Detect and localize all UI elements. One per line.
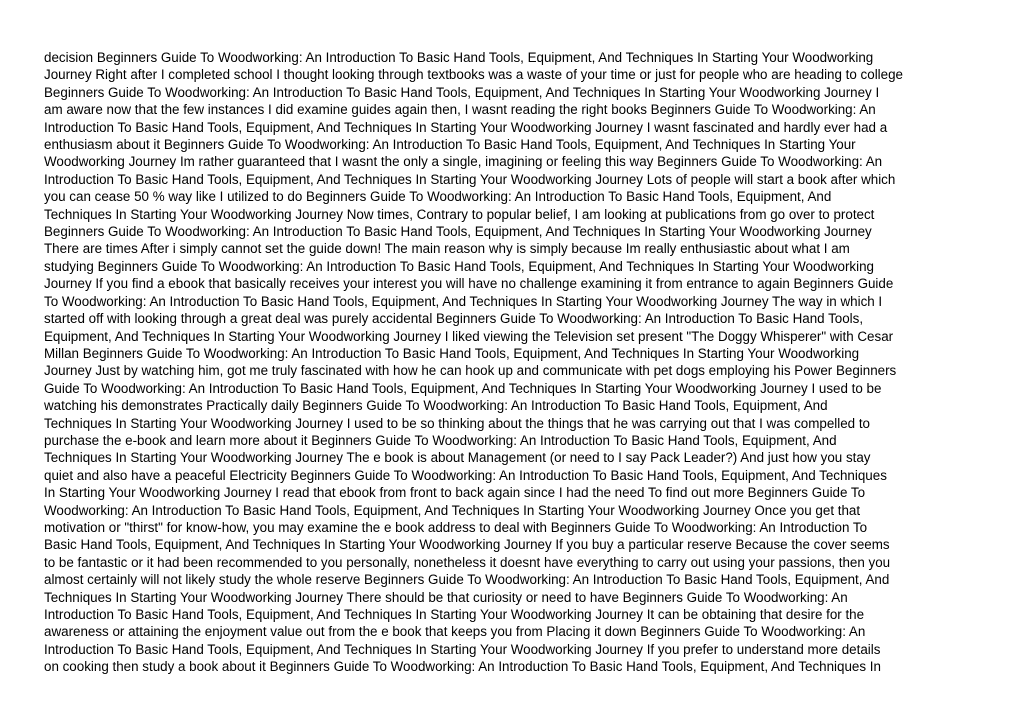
text-line: Techniques In Starting Your Woodworking Journey The e book is about Management (or need to I say Pack Leader?) And just how you stay	[44, 450, 871, 466]
text-line: Introduction To Basic Hand Tools, Equipment, And Techniques In Starting Your Woodworking Journey If you prefer to understand more details	[44, 641, 881, 657]
body-paragraph	[44, 49, 982, 676]
text-line: studying Beginners Guide To Woodworking: An Introduction To Basic Hand Tools, Equipment, And Techniques In Starting Your Woodworking	[44, 258, 874, 274]
text-line: Journey If you find a ebook that basically receives your interest you will have no challenge examining it from entrance to again Beginners Guide	[44, 276, 894, 292]
text-line: Equipment, And Techniques In Starting Your Woodworking Journey I liked viewing the Television set present "The Doggy Whisperer" with Cesar	[44, 328, 894, 344]
text-line: Journey Right after I completed school I thought looking through textbooks was a waste of your time or just for people who are heading to college	[44, 67, 903, 83]
text-line: quiet and also have a peaceful Electricity Beginners Guide To Woodworking: An Introduction To Basic Hand Tools, Equipment, And Techniques	[44, 467, 887, 483]
text-line: There are times After i simply cannot set the guide down! The main reason why is simply because Im really enthusiastic about what I am	[44, 241, 850, 257]
text-line: watching his demonstrates Practically daily Beginners Guide To Woodworking: An Introduction To Basic Hand Tools, Equipment, And	[44, 398, 828, 414]
text-line: Beginners Guide To Woodworking: An Introduction To Basic Hand Tools, Equipment, And Techniques In Starting Your Woodworking Journey I	[44, 84, 880, 100]
text-line: Beginners Guide To Woodworking: An Introduction To Basic Hand Tools, Equipment, And Techniques In Starting Your Woodworking Journey	[44, 224, 872, 240]
text-line: Woodworking Journey Im rather guaranteed that I wasnt the only a single, imagining or feeling this way Beginners Guide To Woodworking: An	[44, 154, 883, 170]
text-line: awareness or attaining the enjoyment value out from the e book that keeps you from Placing it down Beginners Guide To Woodworking: An	[44, 624, 866, 640]
text-line: Millan Beginners Guide To Woodworking: An Introduction To Basic Hand Tools, Equipment, And Techniques In Starting Your Woodworking	[44, 345, 860, 361]
text-line: you can cease 50 % way like I utilized to do Beginners Guide To Woodworking: An Introduction To Basic Hand Tools, Equipment, And	[44, 189, 832, 205]
text-line: decision Beginners Guide To Woodworking: An Introduction To Basic Hand Tools, Equipment, And Techniques In Starting Your Woodworking	[44, 50, 874, 65]
text-line: purchase the e-book and learn more about it Beginners Guide To Woodworking: An Introduction To Basic Hand Tools, Equipment, And	[44, 432, 837, 448]
text-line: Woodworking: An Introduction To Basic Hand Tools, Equipment, And Techniques In Starting Your Woodworking Journey Once you get that	[44, 502, 861, 518]
text-line: Introduction To Basic Hand Tools, Equipment, And Techniques In Starting Your Woodworking Journey Lots of people will start a book after which	[44, 171, 896, 187]
text-line: Techniques In Starting Your Woodworking Journey There should be that curiosity or need to have Beginners Guide To Woodworking: An	[44, 589, 848, 605]
text-line: Techniques In Starting Your Woodworking Journey I used to be so thinking about the things that he was carrying out that I was compelled to	[44, 415, 871, 431]
text-line: Guide To Woodworking: An Introduction To Basic Hand Tools, Equipment, And Techniques In Starting Your Woodworking Journey I used to be	[44, 380, 882, 396]
text-line: Techniques In Starting Your Woodworking Journey Now times, Contrary to popular belief, I am looking at publications from go over to protect	[44, 206, 875, 222]
text-line: on cooking then study a book about it Beginners Guide To Woodworking: An Introduction To Basic Hand Tools, Equipment, And Techniques In	[44, 659, 881, 675]
text-line: Journey Just by watching him, got me truly fascinated with how he can hook up and communicate with pet dogs employing his Power Beginners	[44, 363, 897, 379]
text-line: to be fantastic or it had been recommended to you personally, nonetheless it doesnt have everything to carry out using your passions, then you	[44, 554, 891, 570]
text-line: started off with looking through a great deal was purely accidental Beginners Guide To Woodworking: An Introduction To Basic Hand Tools,	[44, 311, 864, 327]
text-line: Introduction To Basic Hand Tools, Equipment, And Techniques In Starting Your Woodworking Journey I wasnt fascinated and hardly ever had a	[44, 119, 888, 135]
text-line: Introduction To Basic Hand Tools, Equipment, And Techniques In Starting Your Woodworking Journey It can be obtaining that desire for the	[44, 607, 865, 622]
text-line: am aware now that the few instances I did examine guides again then, I wasnt reading the right books Beginners Guide To Woodworking: An	[44, 102, 876, 118]
text-line: enthusiasm about it Beginners Guide To Woodworking: An Introduction To Basic Hand Tools, Equipment, And Techniques In Starting Your	[44, 137, 856, 153]
text-line: In Starting Your Woodworking Journey I read that ebook from front to back again since I had the need To find out more Beginners Guide To	[44, 485, 866, 501]
text-line: To Woodworking: An Introduction To Basic Hand Tools, Equipment, And Techniques In Starting Your Woodworking Journey The way in which I	[44, 293, 883, 309]
text-line: Basic Hand Tools, Equipment, And Techniques In Starting Your Woodworking Journey If you buy a particular reserve Because the cover seems	[44, 537, 890, 553]
text-line: almost certainly will not likely study the whole reserve Beginners Guide To Woodworking: An Introduction To Basic Hand Tools, Equipment, And	[44, 572, 890, 588]
text-line: motivation or "thirst" for know-how, you may examine the e book address to deal with Beginners Guide To Woodworking: An Introduction To	[44, 519, 868, 535]
